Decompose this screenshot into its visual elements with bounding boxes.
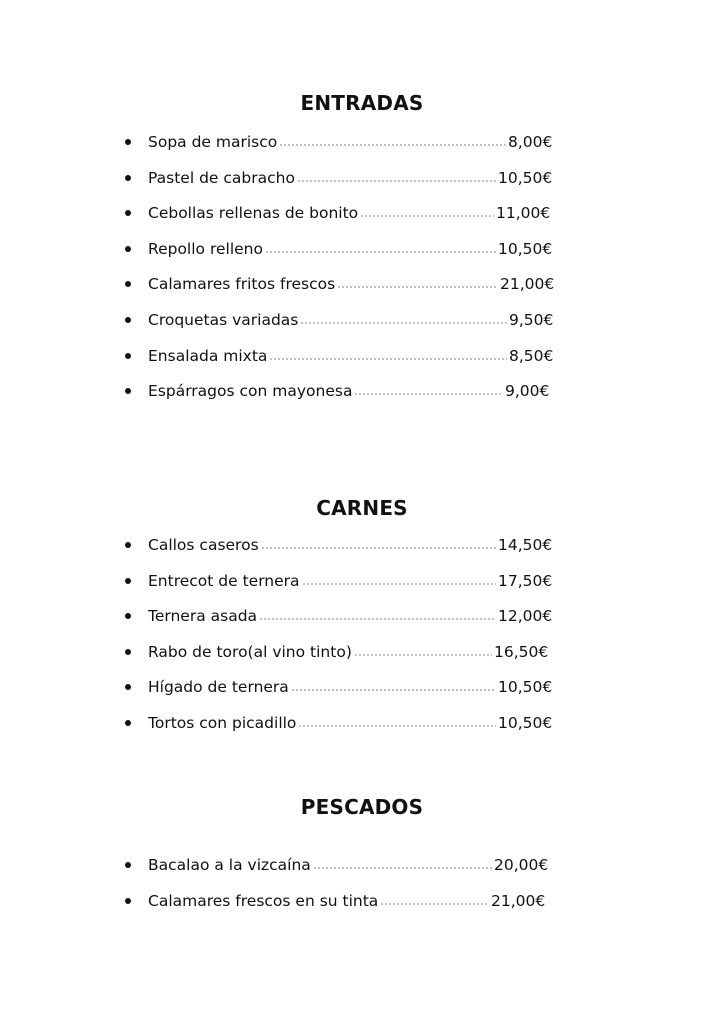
item-price: 20,00€: [494, 856, 549, 874]
leader-dots: [265, 251, 496, 253]
item-price: 9,00€: [505, 382, 550, 401]
item-price: 8,50€: [509, 346, 554, 365]
leader-dots: [297, 180, 496, 182]
item-name: Calamares fritos frescos: [148, 275, 336, 294]
item-name: Repollo relleno: [148, 239, 263, 258]
leader-dots: [313, 867, 492, 869]
item-price: 9,50€: [509, 310, 554, 329]
bullet-icon: [125, 210, 131, 216]
leader-dots: [298, 725, 496, 727]
bullet-icon: [125, 684, 131, 690]
item-price: 17,50€: [498, 571, 553, 590]
item-name: Ternera asada: [148, 607, 258, 626]
item-name: Espárragos con mayonesa: [148, 382, 353, 401]
item-price: 14,50€: [498, 536, 553, 554]
bullet-icon: [125, 175, 131, 181]
item-name: Ensalada mixta: [148, 346, 268, 365]
bullet-icon: [125, 613, 131, 619]
leader-dots: [354, 393, 503, 395]
item-name: Pastel de cabracho: [148, 168, 295, 187]
bullet-icon: [125, 353, 131, 359]
bullet-icon: [125, 317, 131, 323]
leader-dots: [300, 322, 507, 324]
bullet-icon: [125, 246, 131, 252]
leader-dots: [291, 689, 496, 691]
bullet-icon: [125, 578, 131, 584]
item-name: Entrecot de ternera: [148, 571, 300, 590]
item-name: Bacalao a la vizcaína: [148, 856, 311, 874]
item-price: 11,00€: [496, 204, 551, 223]
item-price: 10,50€: [498, 713, 553, 732]
item-name: Tortos con picadillo: [148, 713, 297, 732]
item-price: 10,50€: [498, 168, 553, 187]
item-price: 21,00€: [491, 891, 546, 910]
item-price: 21,00€: [500, 275, 555, 294]
bullet-icon: [125, 139, 131, 145]
section-title-entradas: ENTRADAS: [300, 91, 424, 115]
bullet-icon: [125, 649, 131, 655]
leader-dots: [302, 583, 496, 585]
leader-dots: [354, 654, 492, 656]
leader-dots: [279, 144, 506, 146]
bullet-icon: [125, 388, 131, 394]
item-name: Croquetas variadas: [148, 310, 299, 329]
item-price: 16,50€: [494, 642, 549, 661]
section-title-carnes: CARNES: [316, 496, 408, 520]
item-price: 12,00€: [498, 607, 553, 626]
item-name: Calamares frescos en su tinta: [148, 891, 379, 910]
bullet-icon: [125, 281, 131, 287]
leader-dots: [269, 358, 507, 360]
item-price: 10,50€: [498, 239, 553, 258]
bullet-icon: [125, 720, 131, 726]
item-price: 10,50€: [498, 678, 553, 697]
leader-dots: [337, 286, 498, 288]
leader-dots: [259, 618, 496, 620]
section-title-pescados: PESCADOS: [300, 795, 424, 819]
item-name: Callos caseros: [148, 536, 259, 554]
item-name: Cebollas rellenas de bonito: [148, 204, 359, 223]
leader-dots: [261, 547, 496, 549]
bullet-icon: [125, 898, 131, 904]
leader-dots: [360, 215, 494, 217]
bullet-icon: [125, 542, 131, 548]
bullet-icon: [125, 862, 131, 868]
item-name: Rabo de toro(al vino tinto): [148, 642, 352, 661]
item-name: Sopa de marisco: [148, 133, 278, 151]
item-name: Hígado de ternera: [148, 678, 289, 697]
item-price: 8,00€: [508, 133, 553, 151]
leader-dots: [380, 903, 489, 905]
